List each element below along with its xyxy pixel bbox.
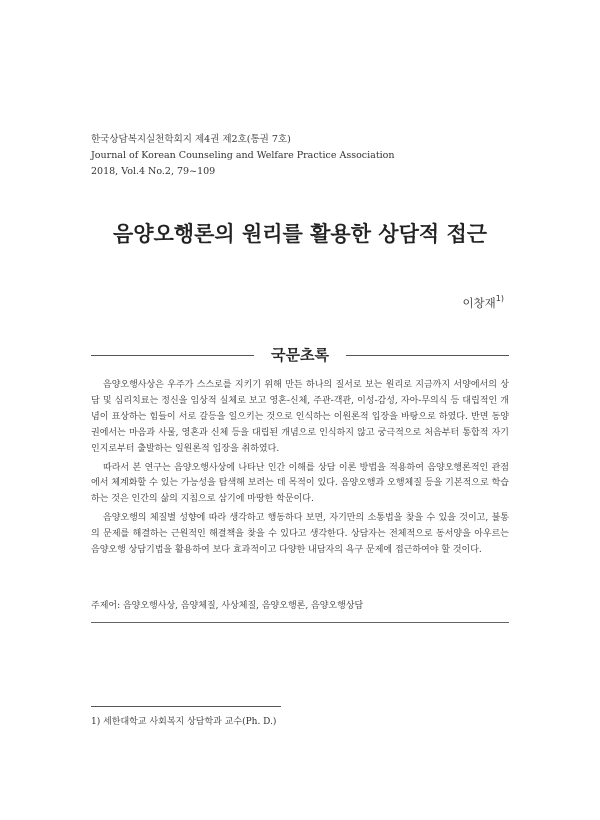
- journal-english-title: Journal of Korean Counseling and Welfare Practice Association: [91, 150, 395, 161]
- footnote: 1) 세한대학교 사회복지 상담학과 교수(Ph. D.): [91, 717, 277, 727]
- author-name: 이창재: [462, 296, 496, 310]
- author: [462, 295, 504, 311]
- abstract-paragraph: 음양오행의 체질별 성향에 따라 생각하고 행동하다 보면, 자기만의 소통법을 찾을 수 있을 것이고, 불통의 문제를 해결하는 근원적인 해결책을 찾을 수 있다고 생각한다. 상담자는 전체적으로 동서양을 아우르는 음양오행 상담기법을 활용하여 보다 효과적이고 다양한 내담자의 욕구 문제에 접근하여야 할 것이다.: [91, 513, 509, 556]
- abstract-paragraph: 따라서 본 연구는 음양오행사상에 나타난 인간 이해를 상담 이론 방법을 적용하여 음양오행론적인 관점에서 체계화할 수 있는 가능성을 탐색해 보려는 데 목적이 있다. 음양오행과 오행체질 등을 기본적으로 학습하는 것은 인간의 삶의 지침으로 삼기에 마땅한 학문이다.: [91, 462, 509, 505]
- paper-title: 음양오행론의 원리를 활용한 상담적 접근: [112, 222, 488, 246]
- keywords-divider: [91, 622, 509, 623]
- footnote-divider: [91, 706, 281, 707]
- abstract-heading-label: 국문초록: [271, 346, 329, 364]
- journal-info: [91, 132, 395, 180]
- journal-korean-title: 한국상담복지실천학회지 제4권 제2호(통권 7호): [91, 134, 291, 145]
- abstract-paragraph: 음양오행사상은 우주가 스스로를 지키기 위해 만든 하나의 질서로 보는 원리로 지금까지 서양에서의 상담 및 심리치료는 정신을 임상적 실체로 보고 영혼-신체, 주관-객관, 이성-감성, 자아-무의식 등 대립적인 개념이 표상하는 힘들이 서로 갈등을 일으키는 것으로 인식하는 이원론적 입장을 바탕으로 하였다. 반면 동양권에서는 마음과 사물, 영혼과 신체 등을 대립된 개념으로 인식하지 않고 궁극적으로 처음부터 통합적 자기인지로부터 출발하는 일원론적 입장을 취하였다.: [91, 380, 509, 454]
- journal-volume: 2018, Vol.4 No.2, 79~109: [91, 166, 216, 177]
- abstract-body: [91, 378, 509, 562]
- author-footnote-mark: 1): [495, 294, 504, 303]
- abstract-heading: [91, 344, 509, 366]
- keywords: 주제어: 음양오행사상, 음양체질, 사상체질, 음양오행론, 음양오행상담: [91, 601, 364, 611]
